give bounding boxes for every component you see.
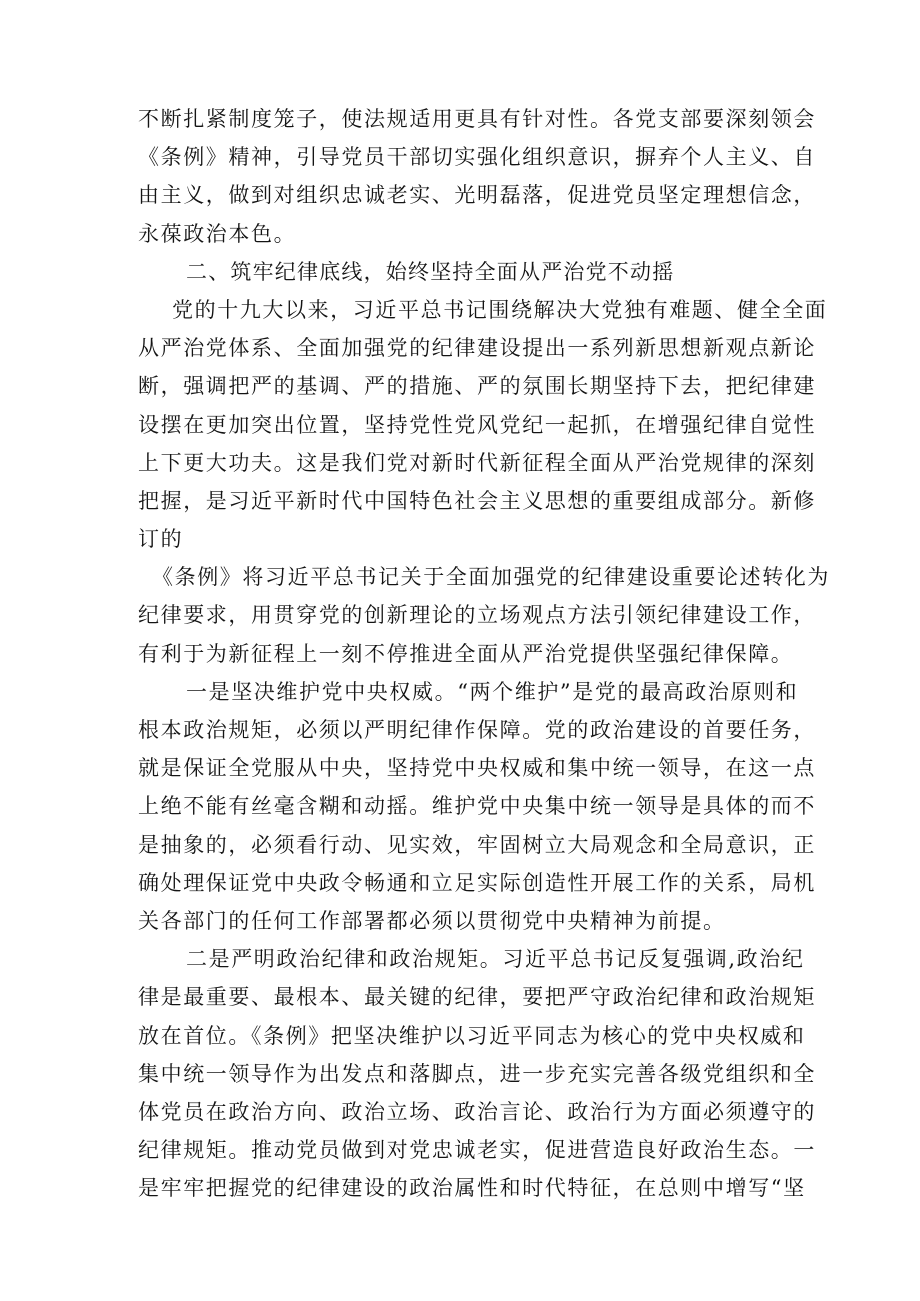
text-line: 由主义，做到对组织忠诚老实、光明磊落，促进党员坚定理想信念，: [138, 183, 816, 208]
text-line: 《条例》将习近平总书记关于全面加强党的纪律建设重要论述转化为: [152, 565, 830, 590]
text-line: 断，强调把严的基调、严的措施、严的氛围长期坚持下去，把纪律建: [138, 374, 816, 399]
document-page: [138, 100, 830, 1207]
text-line: 确处理保证党中央政令畅通和立足实际创造性开展工作的关系，局机: [138, 870, 816, 895]
text-line: 从严治党体系、全面加强党的纪律建设提出一系列新思想新观点新论: [138, 336, 816, 361]
paragraph-start: 一是坚决维护党中央权威。“两个维护”是党的最高政治原则和: [186, 679, 799, 704]
text-line: 是抽象的，必须看行动、见实效，牢固树立大局观念和全局意识，正: [138, 832, 816, 857]
text-line: 《条例》精神，引导党员干部切实强化组织意识，摒弃个人主义、自: [138, 145, 816, 170]
text-line: 上绝不能有丝毫含糊和动摇。维护党中央集中统一领导是具体的而不: [138, 794, 816, 819]
paragraph-start: 二是严明政治纪律和政治规矩。习近平总书记反复强调,政治纪: [186, 947, 805, 972]
section-heading: 二、筑牢纪律底线，始终坚持全面从严治党不动摇: [186, 259, 675, 284]
text-line: 纪律要求，用贯穿党的创新理论的立场观点方法引领纪律建设工作，: [138, 603, 816, 628]
text-line: 律是最重要、最根本、最关键的纪律，要把严守政治纪律和政治规矩: [138, 985, 816, 1010]
text-line: 关各部门的任何工作部署都必须以贯彻党中央精神为前提。: [138, 908, 726, 933]
text-line: 党的十九大以来，习近平总书记围绕解决大党独有难题、健全全面: [172, 297, 828, 322]
text-line: 纪律规矩。推动党员做到对党忠诚老实，促进营造良好政治生态。一: [138, 1138, 816, 1163]
text-line: 就是保证全党服从中央，坚持党中央权威和集中统一领导，在这一点: [138, 756, 816, 781]
text-line: 永葆政治本色。: [138, 221, 297, 246]
text-line: 订的: [138, 527, 184, 552]
text-line: 把握，是习近平新时代中国特色社会主义思想的重要组成部分。新修: [138, 488, 816, 513]
text-line: 不断扎紧制度笼子，使法规适用更具有针对性。各党支部要深刻领会: [138, 107, 816, 131]
text-line: 上下更大功夫。这是我们党对新时代新征程全面从严治党规律的深刻: [138, 450, 816, 475]
text-line: 体党员在政治方向、政治立场、政治言论、政治行为方面必须遵守的: [138, 1099, 816, 1124]
text-line: 是牢牢把握党的纪律建设的政治属性和时代特征，在总则中增写“坚: [138, 1176, 806, 1201]
text-line: 根本政治规矩，必须以严明纪律作保障。党的政治建设的首要任务，: [138, 718, 816, 742]
text-line: 设摆在更加突出位置，坚持党性党风党纪一起抓，在增强纪律自觉性: [138, 412, 816, 437]
text-line: 放在首位。《条例》把坚决维护以习近平同志为核心的党中央权威和: [138, 1023, 806, 1048]
text-line: 有利于为新征程上一刻不停推进全面从严治党提供坚强纪律保障。: [138, 641, 794, 666]
text-line: 集中统一领导作为出发点和落脚点，进一步充实完善各级党组织和全: [138, 1061, 816, 1086]
